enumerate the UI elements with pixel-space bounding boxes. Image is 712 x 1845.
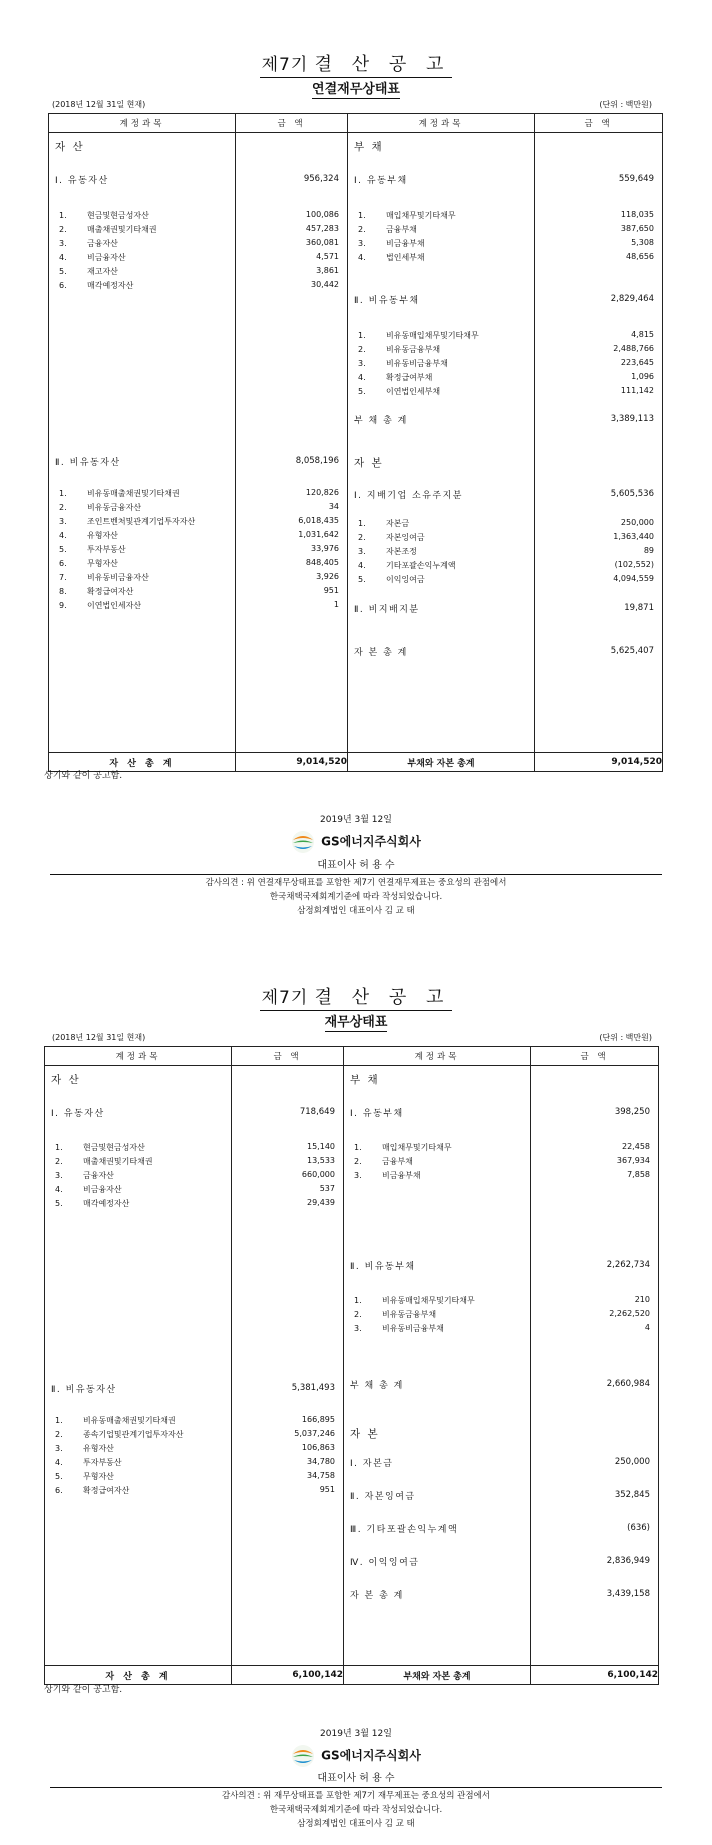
item-label: 매각예정자산	[87, 281, 134, 290]
item-label: 조인트벤처및관계기업투자자산	[87, 517, 196, 526]
item-label: 비유동비금융부채	[386, 359, 448, 368]
item-amount: 100,086	[305, 210, 339, 219]
item-number: 1.	[358, 519, 366, 528]
total-assets-amount: 9,014,520	[236, 753, 348, 772]
item-label: 비금융부채	[382, 1171, 421, 1180]
item-number: 2.	[358, 225, 366, 234]
item-label: 자 산	[51, 1074, 81, 1086]
item-amount: 367,934	[616, 1156, 650, 1165]
item-number: 5.	[59, 545, 67, 554]
item-label: 비유동금융부채	[382, 1310, 437, 1319]
item-amount: 250,000	[620, 518, 654, 527]
item-number: 4.	[55, 1185, 63, 1194]
item-amount: 718,649	[299, 1107, 335, 1117]
item-amount: 1,031,642	[298, 530, 339, 539]
line-item	[45, 1429, 231, 1440]
item-label: 비금융자산	[83, 1185, 122, 1194]
line-item	[344, 1142, 530, 1153]
audit-line-3: 삼정회계법인 대표이사 김 교 태	[297, 906, 415, 916]
header-right-amount: 금 액	[535, 114, 663, 133]
item-amount: 19,871	[624, 603, 654, 613]
item-number: 8.	[59, 587, 67, 596]
line-item	[45, 1184, 231, 1195]
item-label: Ⅱ. 비유동부채	[354, 296, 420, 306]
item-label: Ⅱ. 비유동부채	[350, 1262, 416, 1272]
item-label: Ⅳ. 이익잉여금	[350, 1558, 420, 1568]
balance-sheet-table	[44, 1046, 659, 1685]
item-amount: 3,861	[316, 266, 339, 275]
group-heading	[350, 1588, 530, 1601]
audit-line-2: 한국채택국제회계기준에 따라 작성되었습니다.	[269, 1805, 443, 1815]
statement-subtitle: 재무상태표	[324, 1015, 388, 1030]
item-amount: 2,262,734	[606, 1260, 650, 1270]
item-number: 3.	[59, 517, 67, 526]
item-label: 이연법인세부채	[386, 387, 441, 396]
item-amount: 30,442	[311, 280, 339, 289]
item-amount: 2,262,520	[609, 1309, 650, 1318]
item-label: 비유동매출채권및기타채권	[83, 1416, 176, 1425]
item-label: 부 채	[354, 141, 384, 153]
line-item	[45, 1415, 231, 1426]
as-of-date: (2018년 12월 31일 현재)	[52, 100, 146, 109]
line-item	[344, 1309, 530, 1320]
header-left-amount: 금 액	[232, 1047, 344, 1066]
item-number: 4.	[358, 253, 366, 262]
line-item	[344, 1295, 530, 1306]
as-of-date: (2018년 12월 31일 현재)	[52, 1033, 146, 1042]
item-number: 3.	[358, 239, 366, 248]
item-amount: 1,363,440	[613, 532, 654, 541]
item-label: Ⅰ. 유동부채	[350, 1109, 404, 1119]
item-number: 3.	[55, 1171, 63, 1180]
item-number: 2.	[358, 345, 366, 354]
header-left-account: 계정과목	[49, 114, 236, 133]
item-amount: 2,488,766	[613, 344, 654, 353]
item-number: 4.	[59, 531, 67, 540]
item-number: 4.	[358, 561, 366, 570]
company-name: GS에너지주식회사	[0, 1744, 712, 1768]
item-label: 현금및현금성자산	[87, 211, 149, 220]
item-amount: 7,858	[627, 1170, 650, 1179]
line-item	[45, 1170, 231, 1181]
item-number: 1.	[55, 1143, 63, 1152]
item-label: 확정급여자산	[87, 587, 134, 596]
item-amount: 22,458	[622, 1142, 650, 1151]
item-label: 비유동비금융부채	[382, 1324, 444, 1333]
item-number: 3.	[358, 547, 366, 556]
item-label: 금융부채	[386, 225, 417, 234]
item-amount: 5,308	[631, 238, 654, 247]
item-number: 5.	[358, 575, 366, 584]
item-amount: 34	[328, 502, 339, 511]
total-liabilities-equity-amount: 6,100,142	[531, 1666, 659, 1685]
item-number: 5.	[358, 387, 366, 396]
total-assets-amount: 6,100,142	[232, 1666, 344, 1685]
item-amount: 3,926	[316, 572, 339, 581]
item-amount: 537	[319, 1184, 335, 1193]
item-amount: 33,976	[311, 544, 339, 553]
item-label: 자 산	[55, 141, 85, 153]
item-label: Ⅰ. 유동자산	[55, 176, 109, 186]
item-number: 3.	[358, 359, 366, 368]
audit-line-2: 한국채택국제회계기준에 따라 작성되었습니다.	[269, 892, 443, 902]
item-amount: 3,439,158	[606, 1589, 650, 1599]
total-liabilities-equity-label: 부채와 자본 총계	[348, 753, 535, 772]
item-amount: 166,895	[301, 1415, 335, 1424]
item-label: 비유동비금융자산	[87, 573, 149, 582]
item-label: 매각예정자산	[83, 1199, 130, 1208]
item-amount: 848,405	[305, 558, 339, 567]
unit-label: (단위 : 백만원)	[599, 1033, 652, 1042]
item-number: 5.	[59, 267, 67, 276]
item-amount: 1,096	[631, 372, 654, 381]
item-amount: 2,829,464	[610, 294, 654, 304]
item-amount: 48,656	[626, 252, 654, 261]
item-label: 자 본	[350, 1428, 380, 1440]
item-amount: 118,035	[620, 210, 654, 219]
item-amount: 5,605,536	[610, 489, 654, 499]
item-label: 유형자산	[87, 531, 118, 540]
notice-title: 제7기 결 산 공 고	[0, 983, 712, 1011]
notice-title: 제7기 결 산 공 고	[0, 50, 712, 78]
item-label: 금융부채	[382, 1157, 413, 1166]
item-amount: 360,081	[305, 238, 339, 247]
item-label: Ⅱ. 비유동자산	[55, 458, 121, 468]
item-number: 1.	[59, 211, 67, 220]
item-amount: 5,381,493	[291, 1383, 335, 1393]
notice-date: 2019년 3월 12일	[320, 815, 392, 825]
item-label: 자본조정	[386, 547, 417, 556]
group-heading	[350, 1522, 530, 1535]
item-amount: 398,250	[614, 1107, 650, 1117]
item-amount: 6,018,435	[298, 516, 339, 525]
item-amount: 106,863	[301, 1443, 335, 1452]
announcement-note: 상기와 같이 공고함.	[44, 771, 123, 781]
line-item	[45, 1471, 231, 1482]
item-amount: 559,649	[618, 174, 654, 184]
item-label: 확정급여자산	[83, 1486, 130, 1495]
item-label: 투자부동산	[83, 1458, 122, 1467]
item-label: 비유동매입채무및기타채무	[382, 1296, 475, 1305]
item-label: 자 본 총 계	[354, 648, 408, 658]
item-label: 기타포괄손익누계액	[386, 561, 456, 570]
group-heading	[350, 1456, 530, 1469]
line-item	[45, 1457, 231, 1468]
item-number: 5.	[55, 1472, 63, 1481]
header-right-account: 계정과목	[344, 1047, 531, 1066]
item-amount: 15,140	[307, 1142, 335, 1151]
group-heading	[350, 1489, 530, 1502]
notice-date: 2019년 3월 12일	[320, 1729, 392, 1739]
item-amount: 13,533	[307, 1156, 335, 1165]
item-label: 무형자산	[83, 1472, 114, 1481]
item-amount: 4,094,559	[613, 574, 654, 583]
total-assets-label: 자 산 총 계	[45, 1666, 232, 1685]
item-label: 자본잉여금	[386, 533, 425, 542]
line-item	[344, 1323, 530, 1334]
item-number: 1.	[358, 211, 366, 220]
item-label: 부 채	[350, 1074, 380, 1086]
item-label: 비유동금융자산	[87, 503, 142, 512]
item-amount: (636)	[627, 1523, 650, 1533]
item-amount: 2,836,949	[606, 1556, 650, 1566]
item-label: 비유동매입채무및기타채무	[386, 331, 479, 340]
group-heading	[350, 1259, 530, 1272]
item-amount: 250,000	[614, 1457, 650, 1467]
group-heading	[350, 1555, 530, 1568]
item-label: Ⅰ. 유동자산	[51, 1109, 105, 1119]
line-item	[45, 1485, 231, 1496]
item-label: 종속기업및관계기업투자자산	[83, 1430, 184, 1439]
item-label: 재고자산	[87, 267, 118, 276]
item-label: 비금융부채	[386, 239, 425, 248]
total-assets-label: 자 산 총 계	[49, 753, 236, 772]
item-amount: 951	[323, 586, 339, 595]
item-label: 매출채권및기타채권	[83, 1157, 153, 1166]
item-label: 매출채권및기타채권	[87, 225, 157, 234]
item-label: Ⅰ. 지배기업 소유주지분	[354, 491, 463, 501]
item-amount: 387,650	[620, 224, 654, 233]
group-heading	[350, 1106, 530, 1119]
item-label: 비유동금융부채	[386, 345, 441, 354]
item-number: 4.	[59, 253, 67, 262]
item-number: 2.	[55, 1157, 63, 1166]
item-number: 3.	[354, 1324, 362, 1333]
item-label: Ⅰ. 자본금	[350, 1459, 394, 1469]
item-label: 확정급여부채	[386, 373, 433, 382]
item-amount: 34,758	[307, 1471, 335, 1480]
item-number: 2.	[59, 503, 67, 512]
category-heading	[350, 1426, 530, 1441]
line-item	[45, 1142, 231, 1153]
item-number: 2.	[358, 533, 366, 542]
item-label: 이익잉여금	[386, 575, 425, 584]
item-amount: 1	[333, 600, 339, 609]
item-number: 5.	[55, 1199, 63, 1208]
category-heading	[51, 1072, 231, 1087]
item-label: 무형자산	[87, 559, 118, 568]
item-amount: (102,552)	[614, 560, 654, 569]
item-number: 1.	[59, 489, 67, 498]
item-label: 투자부동산	[87, 545, 126, 554]
item-number: 3.	[55, 1444, 63, 1453]
item-label: 매입채무및기타채무	[382, 1143, 452, 1152]
item-label: Ⅱ. 자본잉여금	[350, 1492, 416, 1502]
total-liabilities-equity-amount: 9,014,520	[535, 753, 663, 772]
item-number: 3.	[59, 239, 67, 248]
item-number: 2.	[354, 1310, 362, 1319]
item-number: 4.	[55, 1458, 63, 1467]
item-label: Ⅲ. 기타포괄손익누계액	[350, 1525, 459, 1535]
item-label: 자 본 총 계	[350, 1591, 404, 1601]
item-label: 비유동매출채권및기타채권	[87, 489, 180, 498]
audit-line-1: 감사의견 : 위 재무상태표를 포함한 제7기 재무제표는 중요성의 관점에서	[221, 1791, 490, 1801]
item-amount: 352,845	[614, 1490, 650, 1500]
item-label: Ⅱ. 비지배지분	[354, 605, 420, 615]
item-amount: 8,058,196	[295, 456, 339, 466]
header-left-amount: 금 액	[236, 114, 348, 133]
item-label: Ⅱ. 비유동자산	[51, 1385, 117, 1395]
line-item	[45, 1443, 231, 1454]
item-amount: 120,826	[305, 488, 339, 497]
line-item	[45, 1198, 231, 1209]
item-number: 4.	[358, 373, 366, 382]
item-amount: 2,660,984	[606, 1379, 650, 1389]
item-amount: 111,142	[620, 386, 654, 395]
item-number: 1.	[354, 1296, 362, 1305]
item-amount: 951	[319, 1485, 335, 1494]
item-number: 6.	[55, 1486, 63, 1495]
item-amount: 5,037,246	[294, 1429, 335, 1438]
audit-line-1: 감사의견 : 위 연결재무상태표를 포함한 제7기 연결재무제표는 중요성의 관점에서	[205, 878, 507, 888]
statement-subtitle: 연결재무상태표	[312, 82, 400, 97]
item-number: 1.	[55, 1416, 63, 1425]
gs-logo-icon	[291, 1744, 315, 1768]
item-label: 비금융자산	[87, 253, 126, 262]
item-number: 2.	[59, 225, 67, 234]
item-label: 금융자산	[83, 1171, 114, 1180]
item-number: 7.	[59, 573, 67, 582]
item-label: 부 채 총 계	[354, 416, 408, 426]
item-amount: 34,780	[307, 1457, 335, 1466]
category-heading	[350, 1072, 530, 1087]
group-heading	[350, 1378, 530, 1391]
item-amount: 457,283	[305, 224, 339, 233]
item-number: 2.	[55, 1430, 63, 1439]
header-left-account: 계정과목	[45, 1047, 232, 1066]
item-number: 1.	[354, 1143, 362, 1152]
item-amount: 4,571	[316, 252, 339, 261]
item-amount: 660,000	[301, 1170, 335, 1179]
item-number: 3.	[354, 1171, 362, 1180]
item-number: 9.	[59, 601, 67, 610]
item-label: 이연법인세자산	[87, 601, 142, 610]
group-heading	[51, 1382, 231, 1395]
line-item	[45, 1156, 231, 1167]
audit-opinion	[0, 1789, 712, 1831]
item-number: 6.	[59, 281, 67, 290]
unit-label: (단위 : 백만원)	[599, 100, 652, 109]
item-amount: 29,439	[307, 1198, 335, 1207]
item-amount: 956,324	[303, 174, 339, 184]
line-item	[344, 1156, 530, 1167]
company-name: GS에너지주식회사	[0, 830, 712, 854]
divider-line	[50, 1787, 662, 1788]
group-heading	[51, 1106, 231, 1119]
item-amount: 223,645	[620, 358, 654, 367]
item-amount: 4,815	[631, 330, 654, 339]
item-label: 현금및현금성자산	[83, 1143, 145, 1152]
item-label: 유형자산	[83, 1444, 114, 1453]
item-label: Ⅰ. 유동부채	[354, 176, 408, 186]
line-item	[344, 1170, 530, 1181]
item-label: 매입채무및기타채무	[386, 211, 456, 220]
total-liabilities-equity-label: 부채와 자본 총계	[344, 1666, 531, 1685]
ceo-name: 대표이사 허 용 수	[317, 860, 395, 871]
item-amount: 210	[634, 1295, 650, 1304]
item-amount: 4	[644, 1323, 650, 1332]
item-label: 자본금	[386, 519, 410, 528]
item-number: 6.	[59, 559, 67, 568]
header-right-amount: 금 액	[531, 1047, 659, 1066]
item-number: 2.	[354, 1157, 362, 1166]
item-label: 자 본	[354, 457, 384, 469]
item-number: 1.	[358, 331, 366, 340]
header-right-account: 계정과목	[348, 114, 535, 133]
item-label: 금융자산	[87, 239, 118, 248]
announcement-note: 상기와 같이 공고함.	[44, 1685, 123, 1695]
item-amount: 3,389,113	[610, 414, 654, 424]
item-label: 법인세부채	[386, 253, 425, 262]
ceo-name: 대표이사 허 용 수	[317, 1773, 395, 1784]
item-label: 부 채 총 계	[350, 1381, 404, 1391]
audit-line-3: 삼정회계법인 대표이사 김 교 태	[297, 1819, 415, 1829]
item-amount: 89	[643, 546, 654, 555]
item-amount: 5,625,407	[610, 646, 654, 656]
